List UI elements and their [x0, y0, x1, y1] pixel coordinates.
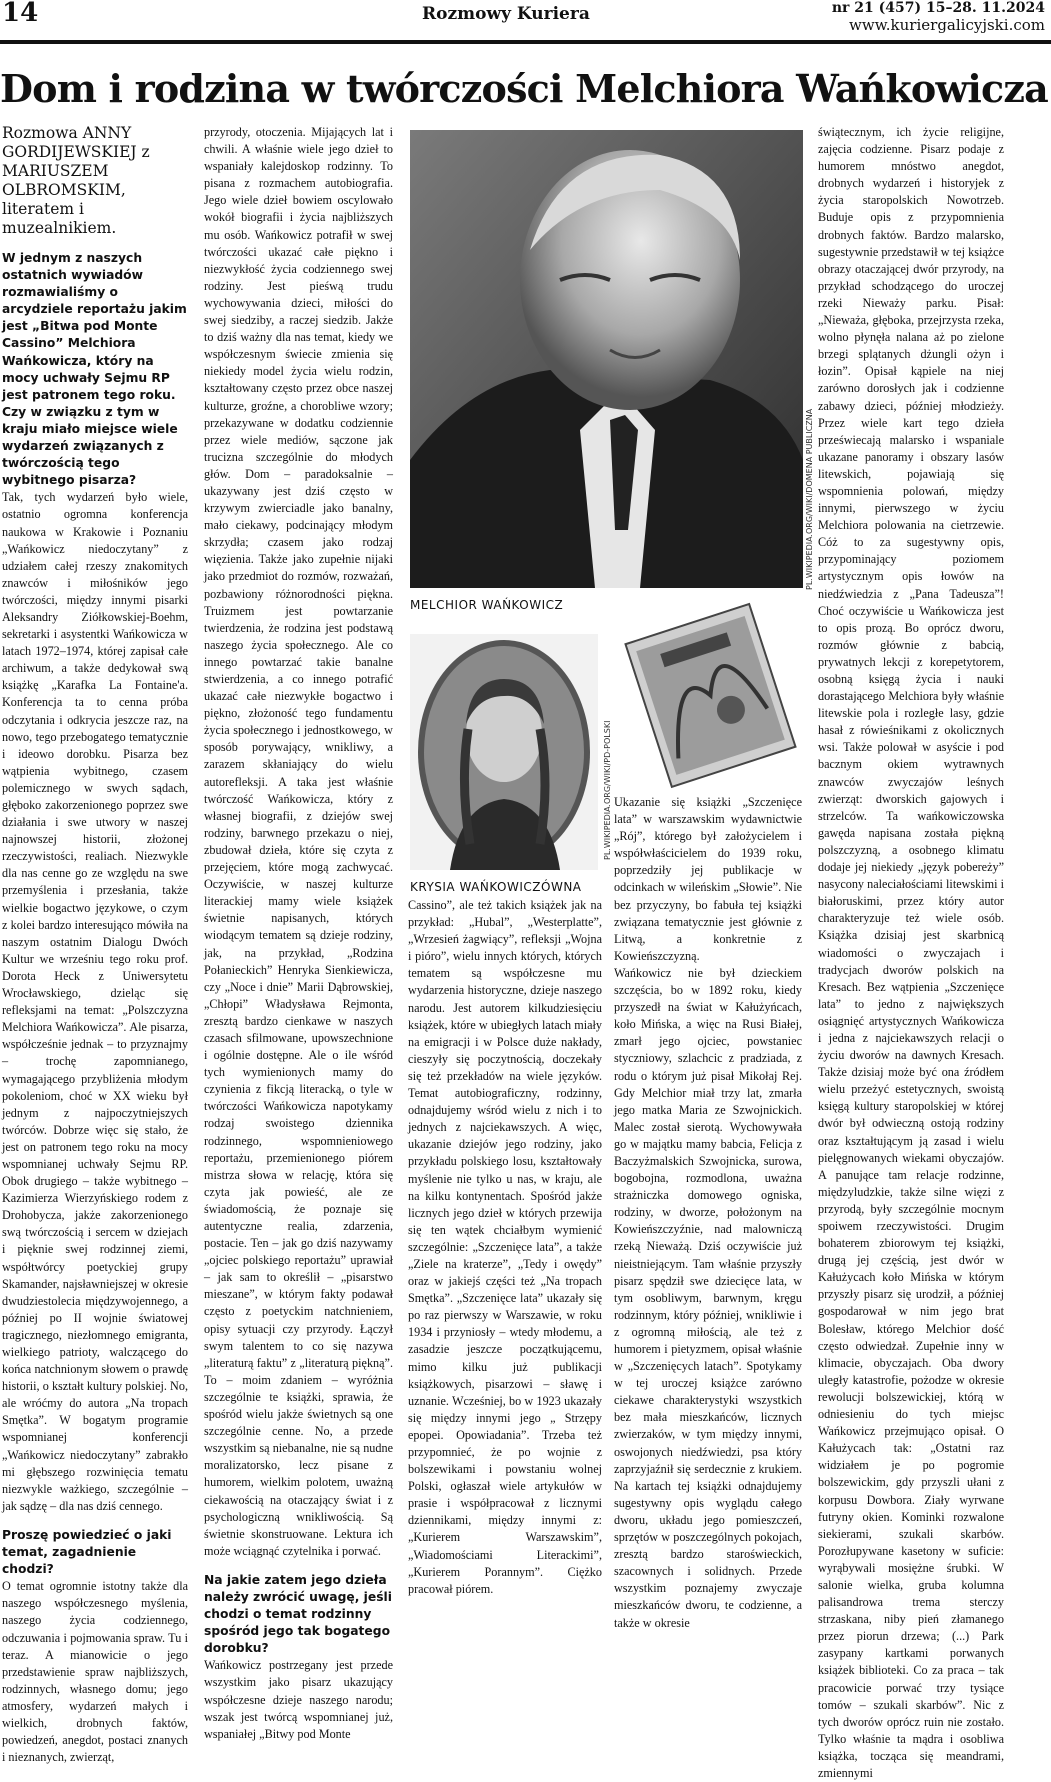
girl-portrait-illustration: [410, 634, 598, 870]
article-headline: Dom i rodzina w twórczości Melchiora Wańkowicza: [0, 66, 1048, 111]
column-1: [2, 124, 188, 1765]
column-5: [818, 124, 1004, 1780]
question-1: W jednym z naszych ostatnich wywiadów rozmawialiśmy o arcydziele reportażu jakim jest „Bitwa pod Monte Cassino” Melchiora Wańkowicza, który na mocy uchwały Sejmu RP jest patronem tego roku. Czy w związku z tym w kraju miało miejsce wiele wydarzeń związanych z twórczością tego wybitnego pisarza?: [2, 251, 187, 488]
answer-3-cont-4: świątecznym, ich życie religijne, zajęcia codzienne. Pisarz podaje z humorem mnóstwo anegdot, drobnych wydarzeń i historyjek z życia staropolskich Nowotrzeb. Buduje opis z przypomnienia drobnych faktów. Bardzo malarsko, sugestywnie przedstawił w tej książce obrazy otaczającej dwór przyrody, na przykład schodzącego do uroczej rzeki Nieważy parku. Pisał: „Nieważa, głęboka, przejrzysta rzeka, wolno płynęła nalana aż po zielone brzegi splątanych dżungli ożyn i łozin”. Opisał kąpiele na niej zarówno dorosłych jak i codzienne zabawy dzieci, później młodzieży. Przez wiele kart tego dzieła przeświecają malarsko i wspaniale ukazane panoramy i obszary lasów litewskich, pojawiają się wspomnienia polowań, między innymi, pierwszego w życiu Melchiora polowania na cietrzewie. Cóż to za sugestywny opis, przypominający poziomem artystycznym opis łowów na niedźwiedzia z „Pana Tadeusza”! Choć oczywiście u Wańkowicza jest to opis prozą. Bo oprócz dworu, rozmów głównie z babcią, prywatnych lekcji z korepetytorem, osobną księgą życia i nauki dorastającego Melchiora były właśnie litewskie pola i rozległe lasy, gdzie hasał z rówieśnikami z okolicznych wsi. Także polował w asyście i pod bacznym okiem wytrawnych znawców zwyczajów leśnych zwierząt: dworskich gajowych i strzelców. Ta wańkowiczowska gawęda napisana została piękną polszczyzną, a osobnego klimatu dodaje jej niekiedy „język pobereży” nasycony naleciałościami litewskimi i białoruskimi, przez który autor charakteryzuje też wiele osób. Książka dzisiaj jest skarbnicą wiadomości o zwyczajach i tradycjach dworów polskich na Kresach. Bez wątpienia „Szczenięce lata” to jedno z największych osiągnięć artystycznych Wańkowicza i jedna z najciekawszych relacji o życiu dworów na dawnych Kresach. Także dzisiaj może być ona źródłem wielu przeżyć estetycznych, swoistą księgą kultury staropolskiej w której dwór był odwieczną ostoją rodziny oraz kształtującym ją zasad i wielu pielęgnowanych wiekami obyczajów. A panujące tam relacje rodzinne, międzyludzkie, także silne więzi z przyrodą, były szczególnie mocnym spoiwem rzeczywistości. Drugim bohaterem zbiorowym tej książki, drugą jej częścią, jest dwór w Kałużycach koło Mińska w którym przyszły pisarz się urodził, a później gospodarował w nim jego brat Bolesław, którego Melchior dość często odwiedzał. Zupełnie inny w klimacie, obyczajach. Oba dwory uległy katastrofie, pożodze w okresie rewolucji bolszewickiej, którą w odniesieniu do tych miejsc Wańkowicz przejmująco opisał. O Kałużycach tak: „Ostatni raz widziałem je po pogromie bolszewickim, gdy przyszli ułani z korpusu Dowbora. Ziały wyrwane futryny okien. Kominki rozwalone siekierami, szukali skarbów. Porozłupywane kasetony w suficie: wyrąbywali mosiężne śrubki. W salonie wielka, gruba kolumna palisandrowa trema sterczy strzaskana, niby pień złamanego przez piorun drzewa; (...) Park zasypany kartkami porwanych książek biblioteki. Co za praca – tak pracowicie porwać trzy tysiące tomów – szukali skarbów”. Nic z tych dworów oprócz ruin nie zostało. Tylko właśnie ta mądra i osobliwa książka, tocząca się meandrami, zmiennymi: [818, 125, 1004, 1780]
answer-3-cont-2: Ukazanie się książki „Szczenięce lata” w warszawskim wydawnictwie „Rój”, którego był założycielem i współwłaścicielem do 1939 roku, poprzedziły jej publikacje w odcinkach w wileńskim „Słowie”. Nie bez przyczyny, bo fabuła tej książki związana tematycznie jest głównie z Litwą, a konkretnie z Kowieńszczyzną.: [614, 795, 802, 963]
column-2: [204, 124, 393, 1741]
interview-intro: Rozmowa ANNY GORDIJEWSKIEJ z MARIUSZEM OLBROMSKIM, literatem i muzealnikiem.: [2, 124, 150, 237]
answer-3-cont-3: Wańkowicz nie był dzieckiem szczęścia, bo w 1892 roku, kiedy przyszedł na świat w Kałużyńcach, koło Mińska, a więc na Rusi Białej, zmarł jego ojciec, powstaniec styczniowy, szlachcic z pradziada, z rodu o którym już pisał Mikołaj Rej. Gdy Melchior miał trzy lat, zmarła jego matka Maria ze Szwojnickich. Malec został sierotą. Wychowywała go w majątku mamy babcia, Felicja z Baczyżmalskich Szwojnicka, surowa, bogobojna, rozmodlona, uważna strażniczka domowego ogniska, rodziny, w dworze, położonym na Kowieńszczyźnie, nad malowniczą rzeką Nieważą. Dziś oczywiście już nieistniejącym. Tam właśnie przyszły pisarz spędził swe dziecięce lata, w tym osobliwym, barwnym, kręgu rodzinnym, który później, wnikliwie i z ogromną miłością, ale też z humorem i pietyzmem, opisał właśnie w „Szczenięcych latach”. Spotykamy w tej uroczej książce zarówno ciekawe charakterystyki wszystkich bez mała mieszkańców, licznych zwierzaków, w tym między innymi, oswojonych niedźwiedzi, psa który zaprzyjaźnił się serdecznie z krukiem. Na kartach tej książki odnajdujemy sugestywny opis wyglądu całego dworu, układu jego pomieszczeń, sprzętów w poszczególnych pokojach, zresztą bardzo staroświeckich, szacownych i solidnych. Przede wszystkim poznajemy zwyczaje mieszkańców dworu, te codzienne, a także w okresie: [614, 965, 802, 1630]
girl-photo: [410, 634, 598, 870]
answer-2: O temat ogromnie istotny także dla naszego współczesnego myślenia, naszego życia codziennego, odczuwania i pojmowania spraw. Tu i teraz. A mianowicie o jego przedstawienie spraw najbliższych, rodzinnych, własnego domu; jego atmosfery, wydarzeń małych i wielkich, drobnych faktów, powiedzeń, anegdot, postaci znanych i nieznanych, zwierząt,: [2, 1579, 188, 1765]
answer-1: Tak, tych wydarzeń było wiele, ostatnio ogromna konferencja naukowa w Krakowie i Poznaniu „Wańkowicz niedoczytany” z udziałem całej rzeszy znakomitych znawców i miłośników jego twórczości, między innymi pisarki Aleksandry Ziółkowskiej-Boehm, sekretarki i asystentki Wańkowicza w latach 1972–1974, której zapisał całe archiwum, a także dedykował swą książkę „Karafka La Fontaine'a. Konferencja ta to cenna próba odczytania i odkrycia jeszcze raz, na nowo, tego przebogatego tematycznie i ideowo dorobku. Pisarza bez wątpienia wybitnego, czasem polemicznego w swych sądach, głęboko zakorzenionego poprzez swe działania i swe utwory w naszej najnowszej historii, złożonej rzeczywistości, realiach. Niezwykle dla nas cenne go ze względu na swe przemyślenia i przesłania, także wielkie bogactwo językowe, o czym z kolei bardzo interesująco mówiła na naszym ostatnim Dialogu Dwóch Kultur we wrześniu tego roku prof. Dorota Heck z Uniwersytetu Wrocławskiego, dzieląc się refleksjami na temat: „Polszczyzna Melchiora Wańkowicza”. Ale pisarza, współcześnie jednak – to przyznajmy – trochę zapomnianego, wymagającego przybliżenia młodym pokoleniom, choć w XX wieku był jednym z najpoczytniejszych twórców. Dobrze więc się stało, że jest on patronem tego roku na mocy wspomnianej uchwały Sejmu RP. Obok drugiego – także wybitnego – Kazimierza Wierzyńskiego rodem z Drohobycza, jakże zakorzenionego swą twórczością i sercem w dziejach i pięknie swej rodzinnej ziemi, współtwórcy poetyckiej grupy Skamander, najsławniejszej w okresie dwudziestolecia międzywojennego, a później po II wojnie światowej tragicznego, niezłomnego emigranta, wielkiego patrioty, walczącego do końca natchnionym słowem o prawdę historii, o kształt kultury polskiej. No, ale wróćmy do autora „Na tropach Smętka”. W bogatym programie wspomnianej konferencji „Wańkowicz niedoczytany” zabrakło mi głębszego rozwinięcia tematu niezwykle ważkiego, szczególnie – jak sądzę – dla nas dziś cennego.: [2, 490, 188, 1513]
answer-2-cont: przyrody, otoczenia. Mijających lat i chwili. A właśnie wiele jego dzieł to wspaniały kalejdoskop rodzinny. To pisana z rozmachem autobiografia. Jego wiele dzieł bowiem oscylowało wokół biografii i życia najbliższych mu osób. Wańkowicz potrafił w swej twórczości ukazać całe piękno i niezwykłość życia codziennego swej rodziny. Jest pieśwą trudu wychowywania dzieci, miłości do swej siedziby, a raczej siedzib. Jakże to dziś ważny dla nas temat, kiedy we współczesnym świecie zmienia się niekiedy model życia wielu rodzin, kształtowany często przez obce naszej kulturze, groźne, a chorobliwe wzory; przekazywane w dodatku codziennie przez wiele mediów, sączone jak trucizna szczególnie do młodych głów. Dom – paradoksalnie – ukazywany jest dziś często w krzywym zwierciadle jako banalny, mało ciekawy, podcinający młodym skrzydła; czasem jako rodzaj więzienia. Także jako zupełnie nijaki jako przedmiot do rozmów, rozważań, pozbawiony różnorodności piękna. Truizmem jest powtarzanie twierdzenia, że rodzina jest podstawą naszego życia społecznego. Ale co innego powtarzać takie banalne stwierdzenia, a co innego potrafić ukazać całe niezwykłe bogactwo i piękno, złożoność tego fundamentu życia społecznego i jednostkowego, w sposób porywający, wnikliwy, a zarazem skłaniający do wielu autorefleksji. A taka jest właśnie twórczość Wańkowicza, który z własnej biografii, z dziejów swej rodziny, barwnego przekazu o niej, zbudował dzieła, które się czyta z przejęciem, które mogą zachwycać. Oczywiście, w naszej kulturze literackiej mamy wiele książek świetnie napisanych, których wiodącym tematem są dzieje rodziny, jak, na przykład, „Rodzina Połanieckich” Henryka Sienkiewicza, czy „Noce i dnie” Marii Dąbrowskiej, „Chłopi” Władysława Rejmonta, zresztą bardzo cienkawe w naszych czasach sfilmowane, upowszechnione i ogólnie dostępne. Ale o ile wśród tych wymienionych mamy do czynienia z fikcją literacką, o tyle w twórczości Wańkowicza napotykamy rodzaj swoistego dziennika rodzinnego, wspomnieniowego reportażu, przemienionego piórem mistrza słowa w relację, która się czyta jak powieść, ale ze świadomością, że poznaje się autentyczne realia, zdarzenia, postacie. Ten – jak go dziś nazywamy „ojciec polskiego reportażu” uprawiał – jak sam to określił – „pisarstwo mieszane”, w którym fakty podawał często z poetyckim natchnieniem, opisy sytuacji czy przyrody. Łączył swym talentem to co się nazywa „literaturą faktu” z „literaturą piękną”. To – moim zdaniem – wyróżnia szczególnie te książki, sprawia, że spośród wielu jakże świetnych są one szczególnie cenne. No, a przede wszystkim są niebanalne, nie są nudne moralizatorsko, lecz pisane z humorem, wielkim polotem, uważną ciekawością na otaczający świat i z psychologiczną wnikliwością. Są świetnie skonstruowane. Lektura ich może wciągnąć czytelnika i porwać.: [204, 125, 393, 1558]
girl-credit: PL.WIKIPEDIA.ORG/WIKI/PD-POLSKI: [603, 720, 612, 860]
portrait-credit: PL.WIKIPEDIA.ORG/WIKI/DOMENA PUBLICZNA: [805, 408, 814, 590]
portrait-illustration: [410, 130, 803, 588]
site-url[interactable]: www.kuriergalicyjski.com: [849, 16, 1045, 34]
girl-caption: KRYSIA WAŃKOWICZÓWNA: [410, 880, 582, 894]
page-header: [0, 0, 1051, 44]
answer-3: Wańkowicz postrzegany jest przede wszystkim jako pisarz ukazujący współczesne dzieje naszego narodu; wszak jest twórcą wspomnianej już, wspaniałej „Bitwy pod Monte: [204, 1658, 393, 1741]
portrait-photo: [410, 130, 803, 588]
portrait-caption: MELCHIOR WAŃKOWICZ: [410, 598, 564, 612]
column-4: [614, 794, 802, 1635]
column-3: [408, 897, 602, 1635]
book-illustration: [614, 596, 802, 786]
page-number: 14: [2, 0, 39, 28]
book-cover-image: [614, 596, 802, 786]
question-2: Proszę powiedzieć o jaki temat, zagadnienie chodzi?: [2, 1527, 172, 1577]
header-rule: [0, 40, 1051, 44]
issue-number: nr 21 (457) 15–28. 11.2024: [831, 0, 1045, 16]
answer-3-cont: Cassino”, ale też takich książek jak na przykład: „Hubal”, „Westerplatte”, „Wrzesień żagwiący”, refleksji „Wojna i pióro”, wielu innych których, których tematem są współczesne mu wydarzenia historyczne, dzieje naszego narodu. Jest autorem kilkudziesięciu książek, które w ubiegłych latach miały na emigracji i w Polsce duże nakłady, cieszyły się poczytnością, doczekały się też przekładów na wiele języków. Temat autobiograficzny, rodzinny, odnajdujemy wśród wielu z nich i to jednych z najciekawszych. A więc, ukazanie dziejów jego rodziny, jako przykładu polskiego losu, kształtowały myślenie nie tylko u nas, w kraju, ale na kilku kontynentach. Spośród jakże licznych jego dzieł w których przewija się ten wątek chciałbym wymienić szczególnie: „Szczenięce lata”, a także „Ziele na kraterze”, „Tedy i owędy” oraz w jakiejś części też „Na tropach Smętka”. „Szczenięce lata” ukazały się po raz pierwszy w Warszawie, w roku 1934 i przyniosły – wtedy młodemu, a zasadzie jeszcze początkującemu, mimo kilku już publikacji książkowych, pisarzowi – sławę i uznanie. Wcześniej, bo w 1923 ukazały się między innymi jego „ Strzępy epopei. Opowiadania”. Trzeba też przypomnieć, że po wojnie z bolszewikami i powstaniu wolnej Polski, ogłaszał wiele artykułów w prasie i współpracował z licznymi dziennikami, między innymi z: „Kurierem Warszawskim”, „Wiadomościami Literackimi”, „Kurierem Porannym”. Ciężko pracował piórem.: [408, 898, 602, 1596]
section-title: Rozmowy Kuriera: [422, 4, 590, 24]
issue-info: [832, 0, 1045, 34]
question-3: Na jakie zatem jego dzieła należy zwrócić uwagę, jeśli chodzi o temat rodzinny spośród jego tak bogatego dorobku?: [204, 1572, 392, 1656]
